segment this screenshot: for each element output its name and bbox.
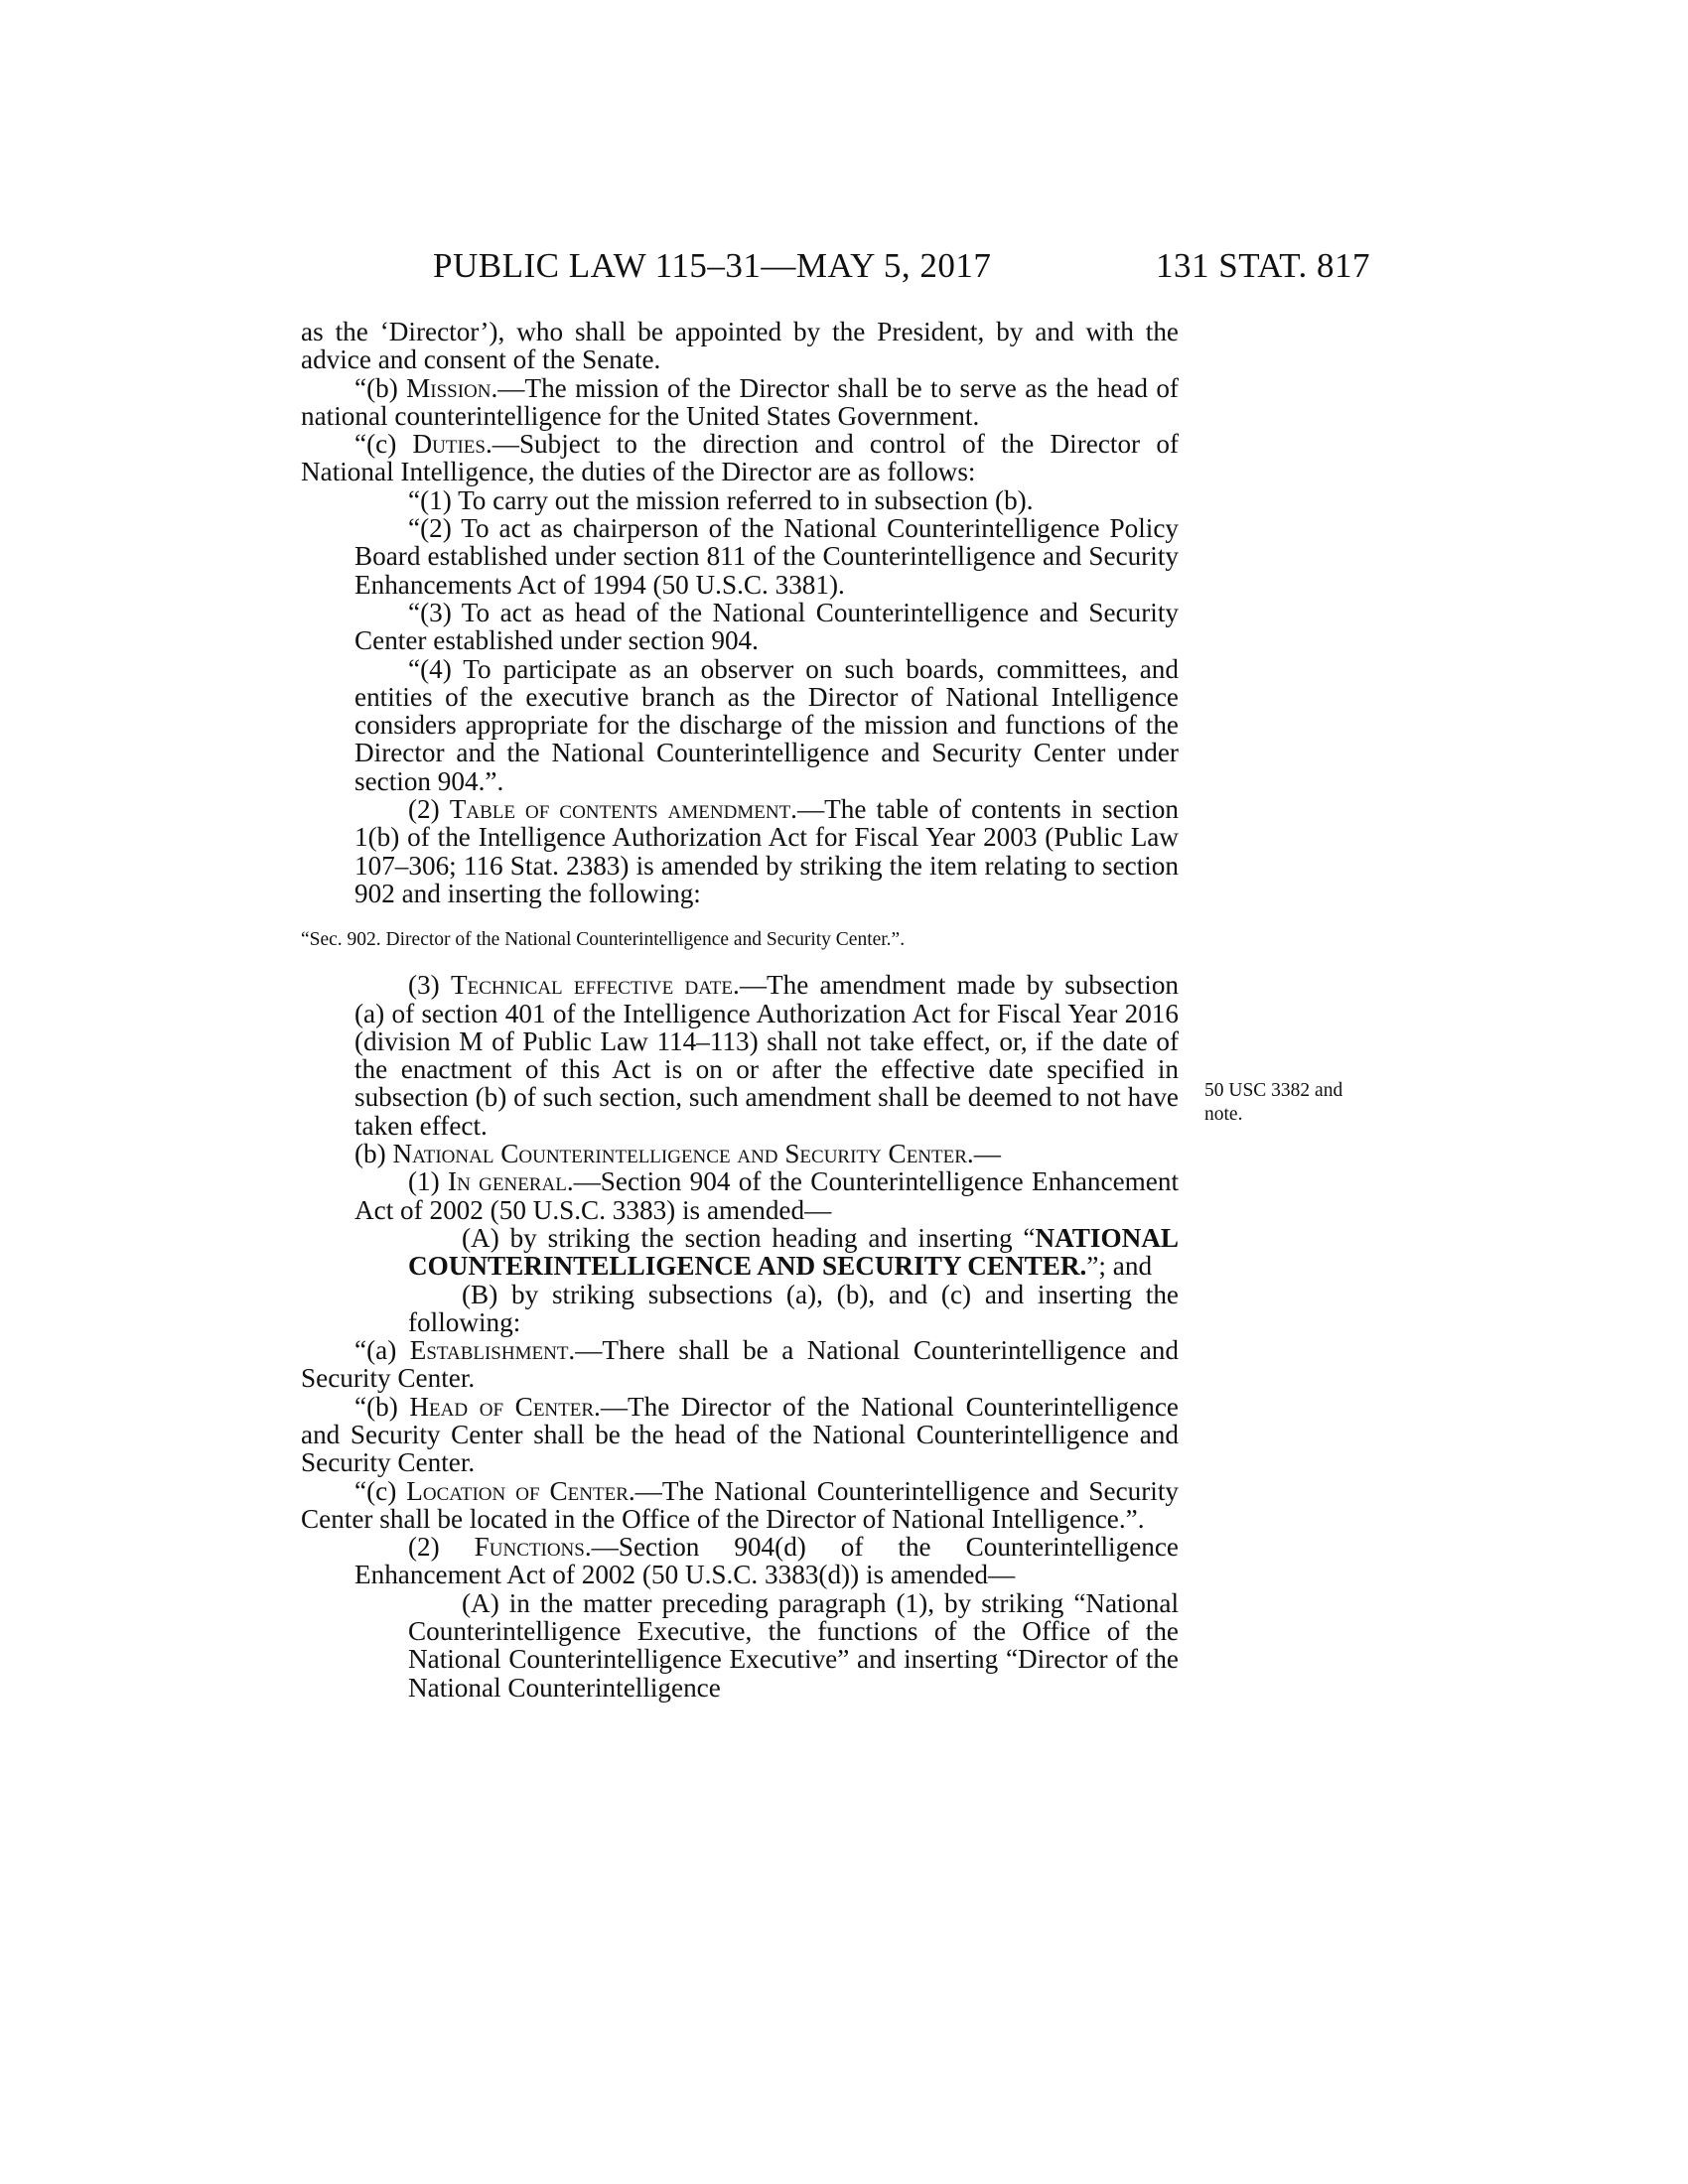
paragraph-functions: (2) Functions.—Section 904(d) of the Counterintelligence Enhancement Act of 2002 (50 U.S.C. 3383(d)) is amended— (354, 1532, 1179, 1590)
running-header (298, 246, 1390, 286)
paragraph-heading: In general (448, 1166, 567, 1197)
subsection-heading: Duties (412, 429, 486, 460)
paragraph-duty-1: “(1) To carry out the mission referred to in subsection (b). (408, 484, 1034, 515)
paragraph-duty-4: “(4) To participate as an observer on such boards, committees, and entities of the executive branch as the Director of National Intelligence considers appropriate for the discharge of the mission and functions of the Director and the National Counterintelligence and Security Center under section 904.”. (354, 653, 1179, 796)
subsection-heading: Head of Center (409, 1391, 595, 1422)
paragraph-in-general: (1) In general.—Section 904 of the Counterintelligence Enhancement Act of 2002 (50 U.S.C. 3383) is amended— (354, 1166, 1179, 1225)
paragraph-ncsc-heading: (b) National Counterintelligence and Security Center.— (354, 1139, 1001, 1169)
margin-citation-note (1204, 1079, 1403, 1127)
subsection-heading: National Counterintelligence and Security Center (392, 1139, 967, 1169)
margin-note-line: 50 USC 3382 and (1204, 1080, 1343, 1101)
inserted-section-heading: NATIONAL COUNTERINTELLIGENCE AND SECURITY CENTER. (408, 1222, 1179, 1282)
paragraph-heading: Functions (474, 1532, 585, 1563)
paragraph-technical-effective-date: (3) Technical effective date.—The amendment made by subsection (a) of section 401 of the Intelligence Authorization Act for Fiscal Year 2016 (division M of Public Law 114–113) shall not take effect, or, if the date of the enactment of this Act is on or after the effective date specified in subsection (b) of such section, such amendment shall be deemed to not have taken effect. (354, 970, 1180, 1141)
paragraph-location-of-center: “(c) Location of Center.—The National Counterintelligence and Security Center shall be located in the Office of the Director of National Intelligence.”. (301, 1475, 1179, 1534)
paragraph-subparagraph-b: (B) by striking subsections (a), (b), and (c) and inserting the following: (408, 1279, 1179, 1337)
paragraph-duties: “(c) Duties.—Subject to the direction and control of the Director of National Intelligence, the duties of the Director are as follows: (301, 429, 1179, 487)
paragraph-toc-amendment: (2) Table of contents amendment.—The table of contents in section 1(b) of the Intelligence Authorization Act for Fiscal Year 2003 (Public Law 107–306; 116 Stat. 2383) is amended by striking the item relating to section 902 and inserting the following: (354, 794, 1179, 908)
paragraph-duty-2: “(2) To act as chairperson of the National Counterintelligence Policy Board established under section 811 of the Counterintelligence and Security Enhancements Act of 1994 (50 U.S.C. 3381). (354, 513, 1179, 600)
paragraph-heading: Table of contents amendment (449, 794, 791, 825)
margin-note-line: note. (1204, 1104, 1243, 1125)
paragraph-heading: Technical effective date (450, 970, 734, 1001)
paragraph-subparagraph-a: (A) by striking the section heading and inserting “NATIONAL COUNTERINTELLIGENCE AND SECURITY CENTER.”; and (408, 1222, 1179, 1282)
subsection-heading: Location of Center (406, 1475, 629, 1506)
toc-item: “Sec. 902. Director of the National Counterintelligence and Security Center.”. (301, 929, 906, 951)
paragraph-mission: “(b) Mission.—The mission of the Director shall be to serve as the head of national counterintelligence for the United States Government. (301, 372, 1179, 431)
paragraph-head-of-center: “(b) Head of Center.—The Director of the National Counterintelligence and Security Center shall be the head of the National Counterintelligence and Security Center. (301, 1391, 1179, 1478)
public-law-title: PUBLIC LAW 115–31—MAY 5, 2017 (433, 246, 992, 285)
paragraph: as the ‘Director’), who shall be appointed by the President, by and with the advice and consent of the Senate. (301, 317, 1179, 375)
subsection-heading: Mission (406, 372, 492, 403)
paragraph-functions-a: (A) in the matter preceding paragraph (1), by striking “National Counterintelligence Executive, the functions of the Office of the National Counterintelligence Executive” and inserting “Director of the National Counterintelligence (408, 1587, 1179, 1703)
paragraph-duty-3: “(3) To act as head of the National Counterintelligence and Security Center established under section 904. (354, 597, 1179, 656)
statute-page-number: 131 STAT. 817 (1156, 246, 1370, 285)
document-body (301, 318, 1179, 1702)
subsection-heading: Establishment (409, 1335, 569, 1366)
paragraph-establishment: “(a) Establishment.—There shall be a National Counterintelligence and Security Center. (301, 1335, 1179, 1394)
